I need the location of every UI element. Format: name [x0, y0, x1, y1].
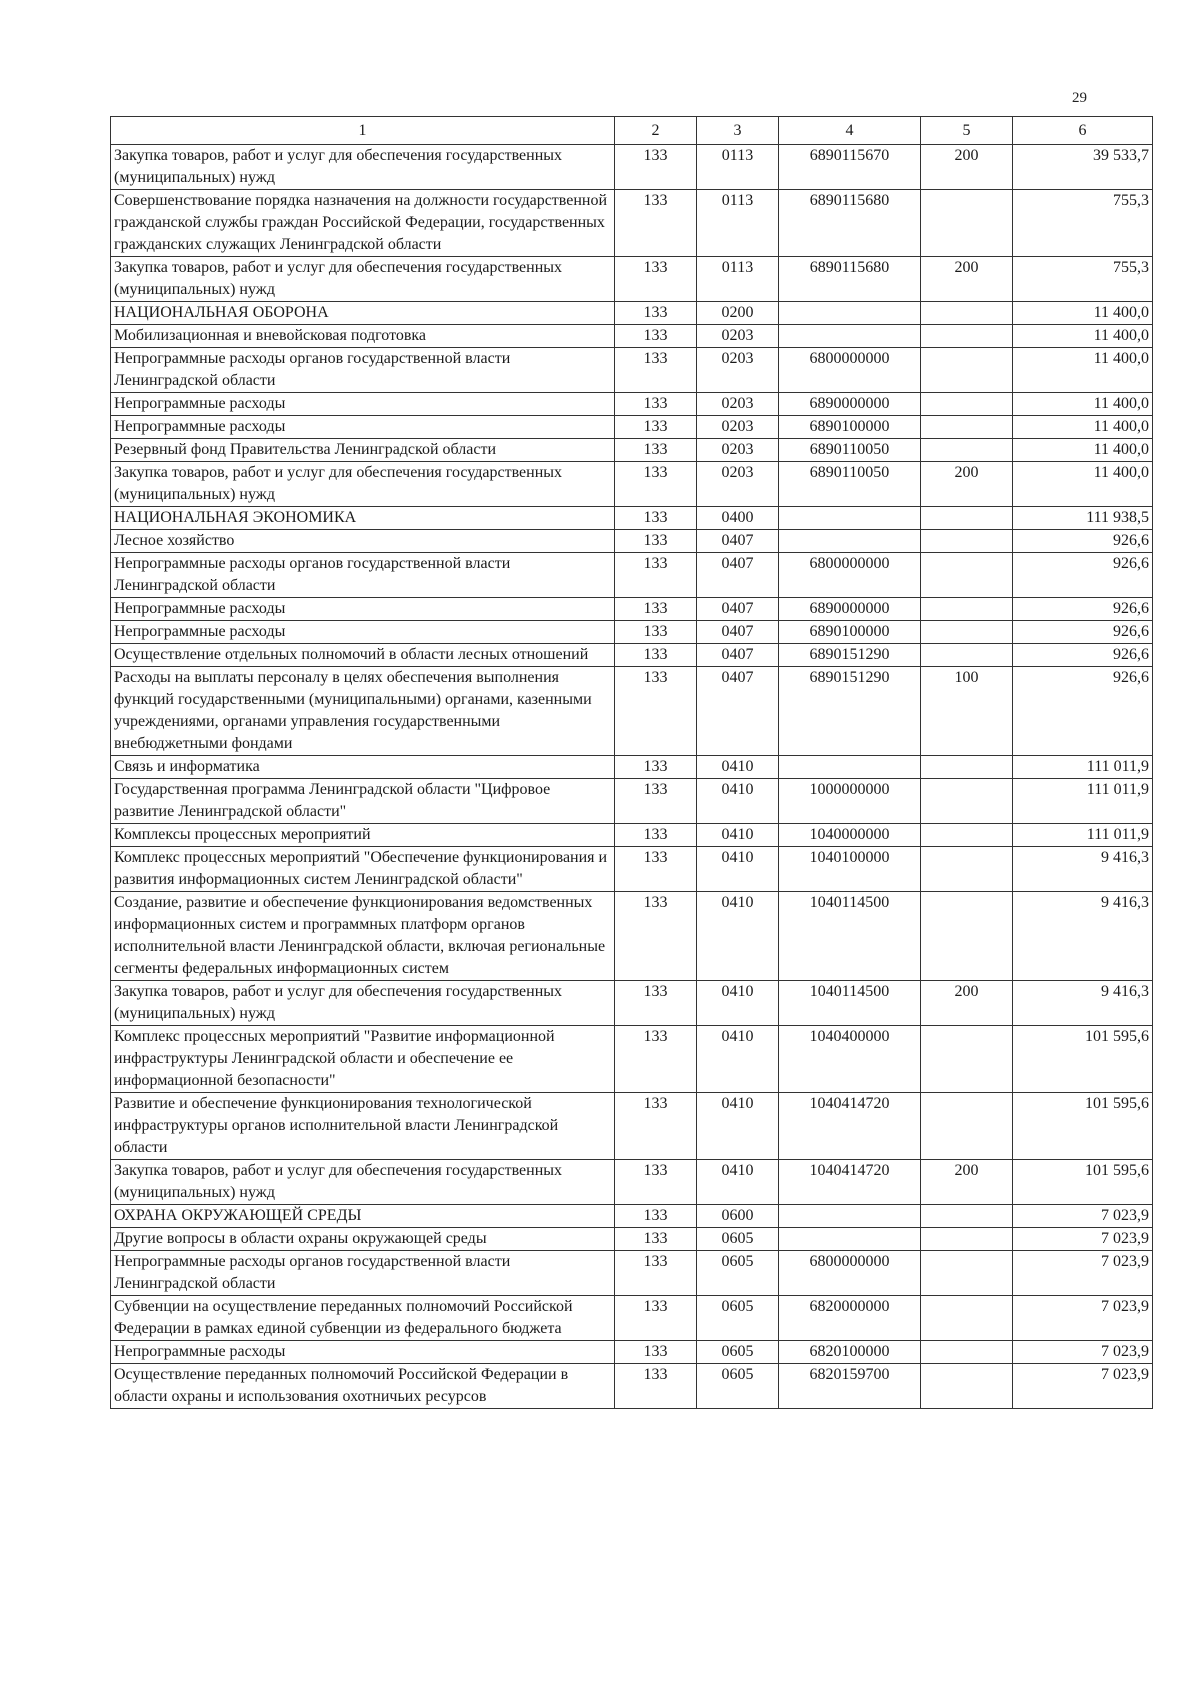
row-amount-cell: 755,3: [1013, 190, 1153, 257]
row-code-cell: 133: [615, 553, 697, 598]
row-type-cell: [921, 416, 1013, 439]
row-section-cell: 0410: [697, 779, 779, 824]
row-amount-cell: 101 595,6: [1013, 1093, 1153, 1160]
column-header: 5: [921, 117, 1013, 145]
row-code-cell: 133: [615, 1228, 697, 1251]
column-header: 1: [111, 117, 615, 145]
row-target-cell: [779, 1228, 921, 1251]
row-target-cell: 6890115680: [779, 190, 921, 257]
row-target-cell: 6890110050: [779, 462, 921, 507]
row-section-cell: 0410: [697, 1160, 779, 1205]
row-name-cell: ОХРАНА ОКРУЖАЮЩЕЙ СРЕДЫ: [111, 1205, 615, 1228]
row-name-cell: НАЦИОНАЛЬНАЯ ОБОРОНА: [111, 302, 615, 325]
row-target-cell: [779, 325, 921, 348]
row-name-cell: Непрограммные расходы: [111, 621, 615, 644]
row-amount-cell: 7 023,9: [1013, 1341, 1153, 1364]
row-code-cell: 133: [615, 756, 697, 779]
row-amount-cell: 111 938,5: [1013, 507, 1153, 530]
row-code-cell: 133: [615, 507, 697, 530]
row-code-cell: 133: [615, 824, 697, 847]
table-row: [111, 530, 1153, 553]
row-section-cell: 0203: [697, 462, 779, 507]
table-row: [111, 756, 1153, 779]
row-amount-cell: 7 023,9: [1013, 1228, 1153, 1251]
row-name-cell: Государственная программа Ленинградской области "Цифровое развитие Ленинградской области": [111, 779, 615, 824]
row-type-cell: 200: [921, 981, 1013, 1026]
row-name-cell: Закупка товаров, работ и услуг для обеспечения государственных (муниципальных) нужд: [111, 462, 615, 507]
row-code-cell: 133: [615, 1296, 697, 1341]
row-section-cell: 0410: [697, 847, 779, 892]
row-type-cell: [921, 847, 1013, 892]
row-name-cell: Лесное хозяйство: [111, 530, 615, 553]
table-row: [111, 1093, 1153, 1160]
row-name-cell: Закупка товаров, работ и услуг для обеспечения государственных (муниципальных) нужд: [111, 145, 615, 190]
row-name-cell: Субвенции на осуществление переданных полномочий Российской Федерации в рамках единой субвенции из федерального бюджета: [111, 1296, 615, 1341]
row-amount-cell: 9 416,3: [1013, 981, 1153, 1026]
table-row: [111, 1296, 1153, 1341]
table-row: [111, 302, 1153, 325]
row-type-cell: [921, 1341, 1013, 1364]
row-name-cell: Непрограммные расходы: [111, 1341, 615, 1364]
row-section-cell: 0203: [697, 348, 779, 393]
row-amount-cell: 111 011,9: [1013, 756, 1153, 779]
row-name-cell: Другие вопросы в области охраны окружающей среды: [111, 1228, 615, 1251]
row-code-cell: 133: [615, 145, 697, 190]
table-row: [111, 507, 1153, 530]
row-section-cell: 0600: [697, 1205, 779, 1228]
table-row: [111, 393, 1153, 416]
row-type-cell: [921, 439, 1013, 462]
row-amount-cell: 11 400,0: [1013, 325, 1153, 348]
table-row: [111, 145, 1153, 190]
table-row: [111, 598, 1153, 621]
row-name-cell: Непрограммные расходы органов государственной власти Ленинградской области: [111, 553, 615, 598]
table-row: [111, 1160, 1153, 1205]
row-type-cell: 200: [921, 462, 1013, 507]
row-amount-cell: 39 533,7: [1013, 145, 1153, 190]
row-name-cell: Резервный фонд Правительства Ленинградской области: [111, 439, 615, 462]
row-name-cell: Расходы на выплаты персоналу в целях обеспечения выполнения функций государственными (муниципальными) органами, казенными учреждениями, органами управления государственными внебюджетными фондами: [111, 667, 615, 756]
table-row: [111, 892, 1153, 981]
row-code-cell: 133: [615, 439, 697, 462]
row-target-cell: 6800000000: [779, 348, 921, 393]
row-code-cell: 133: [615, 892, 697, 981]
row-amount-cell: 11 400,0: [1013, 439, 1153, 462]
row-section-cell: 0113: [697, 257, 779, 302]
row-code-cell: 133: [615, 348, 697, 393]
row-code-cell: 133: [615, 667, 697, 756]
row-amount-cell: 926,6: [1013, 530, 1153, 553]
row-section-cell: 0113: [697, 145, 779, 190]
row-type-cell: [921, 598, 1013, 621]
table-row: [111, 847, 1153, 892]
row-type-cell: [921, 393, 1013, 416]
table-row: [111, 621, 1153, 644]
row-type-cell: [921, 1364, 1013, 1409]
row-code-cell: 133: [615, 1093, 697, 1160]
row-name-cell: Непрограммные расходы: [111, 598, 615, 621]
table-row: [111, 439, 1153, 462]
row-amount-cell: 111 011,9: [1013, 779, 1153, 824]
row-type-cell: 200: [921, 1160, 1013, 1205]
row-amount-cell: 926,6: [1013, 621, 1153, 644]
row-type-cell: [921, 302, 1013, 325]
row-amount-cell: 111 011,9: [1013, 824, 1153, 847]
column-header: 6: [1013, 117, 1153, 145]
row-section-cell: 0605: [697, 1228, 779, 1251]
row-amount-cell: 101 595,6: [1013, 1026, 1153, 1093]
row-name-cell: Мобилизационная и вневойсковая подготовка: [111, 325, 615, 348]
row-type-cell: 100: [921, 667, 1013, 756]
table-row: [111, 1341, 1153, 1364]
row-name-cell: Создание, развитие и обеспечение функционирования ведомственных информационных систем и программных платформ органов исполнительной власти Ленинградской области, включая региональные сегменты федеральных информационных систем: [111, 892, 615, 981]
row-name-cell: НАЦИОНАЛЬНАЯ ЭКОНОМИКА: [111, 507, 615, 530]
row-type-cell: 200: [921, 145, 1013, 190]
row-target-cell: 1000000000: [779, 779, 921, 824]
row-target-cell: 6820100000: [779, 1341, 921, 1364]
row-code-cell: 133: [615, 302, 697, 325]
row-amount-cell: 7 023,9: [1013, 1364, 1153, 1409]
row-code-cell: 133: [615, 325, 697, 348]
row-type-cell: [921, 1093, 1013, 1160]
row-section-cell: 0203: [697, 416, 779, 439]
row-type-cell: [921, 621, 1013, 644]
row-section-cell: 0407: [697, 621, 779, 644]
row-name-cell: Непрограммные расходы: [111, 393, 615, 416]
row-amount-cell: 101 595,6: [1013, 1160, 1153, 1205]
row-target-cell: 1040000000: [779, 824, 921, 847]
row-type-cell: [921, 325, 1013, 348]
row-target-cell: 6800000000: [779, 1251, 921, 1296]
row-name-cell: Развитие и обеспечение функционирования технологической инфраструктуры органов исполнительной власти Ленинградской области: [111, 1093, 615, 1160]
row-code-cell: 133: [615, 1205, 697, 1228]
table-row: [111, 257, 1153, 302]
row-section-cell: 0203: [697, 393, 779, 416]
row-section-cell: 0203: [697, 439, 779, 462]
row-code-cell: 133: [615, 1026, 697, 1093]
row-name-cell: Непрограммные расходы: [111, 416, 615, 439]
row-type-cell: [921, 1251, 1013, 1296]
row-target-cell: 6890100000: [779, 416, 921, 439]
table-row: [111, 824, 1153, 847]
row-type-cell: [921, 1205, 1013, 1228]
row-target-cell: [779, 302, 921, 325]
row-amount-cell: 755,3: [1013, 257, 1153, 302]
table-row: [111, 348, 1153, 393]
budget-table: [110, 116, 1153, 1409]
row-type-cell: 200: [921, 257, 1013, 302]
row-section-cell: 0410: [697, 756, 779, 779]
row-type-cell: [921, 756, 1013, 779]
row-section-cell: 0203: [697, 325, 779, 348]
row-type-cell: [921, 507, 1013, 530]
row-target-cell: 6890110050: [779, 439, 921, 462]
row-name-cell: Комплекс процессных мероприятий "Развитие информационной инфраструктуры Ленинградской области и обеспечение ее информационной безопасности": [111, 1026, 615, 1093]
row-target-cell: 6890100000: [779, 621, 921, 644]
row-code-cell: 133: [615, 530, 697, 553]
row-code-cell: 133: [615, 621, 697, 644]
table-row: [111, 667, 1153, 756]
row-target-cell: 1040114500: [779, 892, 921, 981]
row-amount-cell: 11 400,0: [1013, 302, 1153, 325]
row-section-cell: 0605: [697, 1251, 779, 1296]
row-type-cell: [921, 644, 1013, 667]
row-name-cell: Комплексы процессных мероприятий: [111, 824, 615, 847]
row-section-cell: 0407: [697, 530, 779, 553]
row-target-cell: [779, 530, 921, 553]
row-target-cell: 1040414720: [779, 1093, 921, 1160]
row-amount-cell: 9 416,3: [1013, 847, 1153, 892]
row-section-cell: 0400: [697, 507, 779, 530]
row-target-cell: 6890000000: [779, 393, 921, 416]
row-target-cell: [779, 1205, 921, 1228]
row-name-cell: Связь и информатика: [111, 756, 615, 779]
table-row: [111, 1251, 1153, 1296]
column-header: 3: [697, 117, 779, 145]
row-section-cell: 0410: [697, 1093, 779, 1160]
row-type-cell: [921, 824, 1013, 847]
row-code-cell: 133: [615, 416, 697, 439]
row-section-cell: 0605: [697, 1341, 779, 1364]
table-row: [111, 1026, 1153, 1093]
row-section-cell: 0407: [697, 598, 779, 621]
row-name-cell: Комплекс процессных мероприятий "Обеспечение функционирования и развития информационных систем Ленинградской области": [111, 847, 615, 892]
row-name-cell: Совершенствование порядка назначения на должности государственной гражданской службы граждан Российской Федерации, государственных гражданских служащих Ленинградской области: [111, 190, 615, 257]
row-type-cell: [921, 1026, 1013, 1093]
row-code-cell: 133: [615, 190, 697, 257]
table-row: [111, 1228, 1153, 1251]
row-target-cell: 6890000000: [779, 598, 921, 621]
row-type-cell: [921, 530, 1013, 553]
row-section-cell: 0113: [697, 190, 779, 257]
row-target-cell: 6820159700: [779, 1364, 921, 1409]
row-section-cell: 0410: [697, 1026, 779, 1093]
row-code-cell: 133: [615, 779, 697, 824]
table-row: [111, 462, 1153, 507]
row-section-cell: 0605: [697, 1296, 779, 1341]
row-amount-cell: 926,6: [1013, 667, 1153, 756]
page-number: 29: [1072, 90, 1087, 106]
row-type-cell: [921, 190, 1013, 257]
row-name-cell: Осуществление переданных полномочий Российской Федерации в области охраны и использования охотничьих ресурсов: [111, 1364, 615, 1409]
row-amount-cell: 11 400,0: [1013, 348, 1153, 393]
row-section-cell: 0200: [697, 302, 779, 325]
row-code-cell: 133: [615, 847, 697, 892]
row-section-cell: 0410: [697, 981, 779, 1026]
table-row: [111, 553, 1153, 598]
row-amount-cell: 926,6: [1013, 598, 1153, 621]
row-name-cell: Закупка товаров, работ и услуг для обеспечения государственных (муниципальных) нужд: [111, 257, 615, 302]
row-code-cell: 133: [615, 1341, 697, 1364]
row-amount-cell: 7 023,9: [1013, 1296, 1153, 1341]
row-target-cell: 6890151290: [779, 644, 921, 667]
row-code-cell: 133: [615, 644, 697, 667]
row-code-cell: 133: [615, 393, 697, 416]
row-code-cell: 133: [615, 1364, 697, 1409]
row-type-cell: [921, 779, 1013, 824]
table-row: [111, 325, 1153, 348]
row-section-cell: 0410: [697, 824, 779, 847]
column-header: 2: [615, 117, 697, 145]
row-type-cell: [921, 348, 1013, 393]
table-row: [111, 190, 1153, 257]
row-name-cell: Закупка товаров, работ и услуг для обеспечения государственных (муниципальных) нужд: [111, 981, 615, 1026]
row-name-cell: Закупка товаров, работ и услуг для обеспечения государственных (муниципальных) нужд: [111, 1160, 615, 1205]
row-type-cell: [921, 1296, 1013, 1341]
table-row: [111, 1205, 1153, 1228]
row-section-cell: 0407: [697, 553, 779, 598]
row-code-cell: 133: [615, 981, 697, 1026]
table-body: [111, 145, 1153, 1409]
row-type-cell: [921, 553, 1013, 598]
row-target-cell: 1040100000: [779, 847, 921, 892]
row-target-cell: [779, 756, 921, 779]
row-code-cell: 133: [615, 257, 697, 302]
row-type-cell: [921, 892, 1013, 981]
row-section-cell: 0410: [697, 892, 779, 981]
row-code-cell: 133: [615, 598, 697, 621]
row-amount-cell: 11 400,0: [1013, 462, 1153, 507]
table-row: [111, 416, 1153, 439]
row-target-cell: 1040400000: [779, 1026, 921, 1093]
row-amount-cell: 11 400,0: [1013, 393, 1153, 416]
column-header: 4: [779, 117, 921, 145]
table-row: [111, 779, 1153, 824]
row-code-cell: 133: [615, 462, 697, 507]
row-name-cell: Осуществление отдельных полномочий в области лесных отношений: [111, 644, 615, 667]
table-header-row: [111, 117, 1153, 145]
row-target-cell: 1040114500: [779, 981, 921, 1026]
table-row: [111, 644, 1153, 667]
row-section-cell: 0605: [697, 1364, 779, 1409]
row-section-cell: 0407: [697, 644, 779, 667]
row-code-cell: 133: [615, 1160, 697, 1205]
row-name-cell: Непрограммные расходы органов государственной власти Ленинградской области: [111, 348, 615, 393]
row-amount-cell: 926,6: [1013, 644, 1153, 667]
row-amount-cell: 926,6: [1013, 553, 1153, 598]
row-target-cell: [779, 507, 921, 530]
row-amount-cell: 7 023,9: [1013, 1251, 1153, 1296]
table-row: [111, 981, 1153, 1026]
row-target-cell: 6890115670: [779, 145, 921, 190]
row-target-cell: 6890115680: [779, 257, 921, 302]
row-name-cell: Непрограммные расходы органов государственной власти Ленинградской области: [111, 1251, 615, 1296]
row-amount-cell: 9 416,3: [1013, 892, 1153, 981]
row-target-cell: 6800000000: [779, 553, 921, 598]
row-target-cell: 6820000000: [779, 1296, 921, 1341]
row-amount-cell: 7 023,9: [1013, 1205, 1153, 1228]
row-type-cell: [921, 1228, 1013, 1251]
row-target-cell: 1040414720: [779, 1160, 921, 1205]
table-row: [111, 1364, 1153, 1409]
row-target-cell: 6890151290: [779, 667, 921, 756]
row-code-cell: 133: [615, 1251, 697, 1296]
row-section-cell: 0407: [697, 667, 779, 756]
row-amount-cell: 11 400,0: [1013, 416, 1153, 439]
